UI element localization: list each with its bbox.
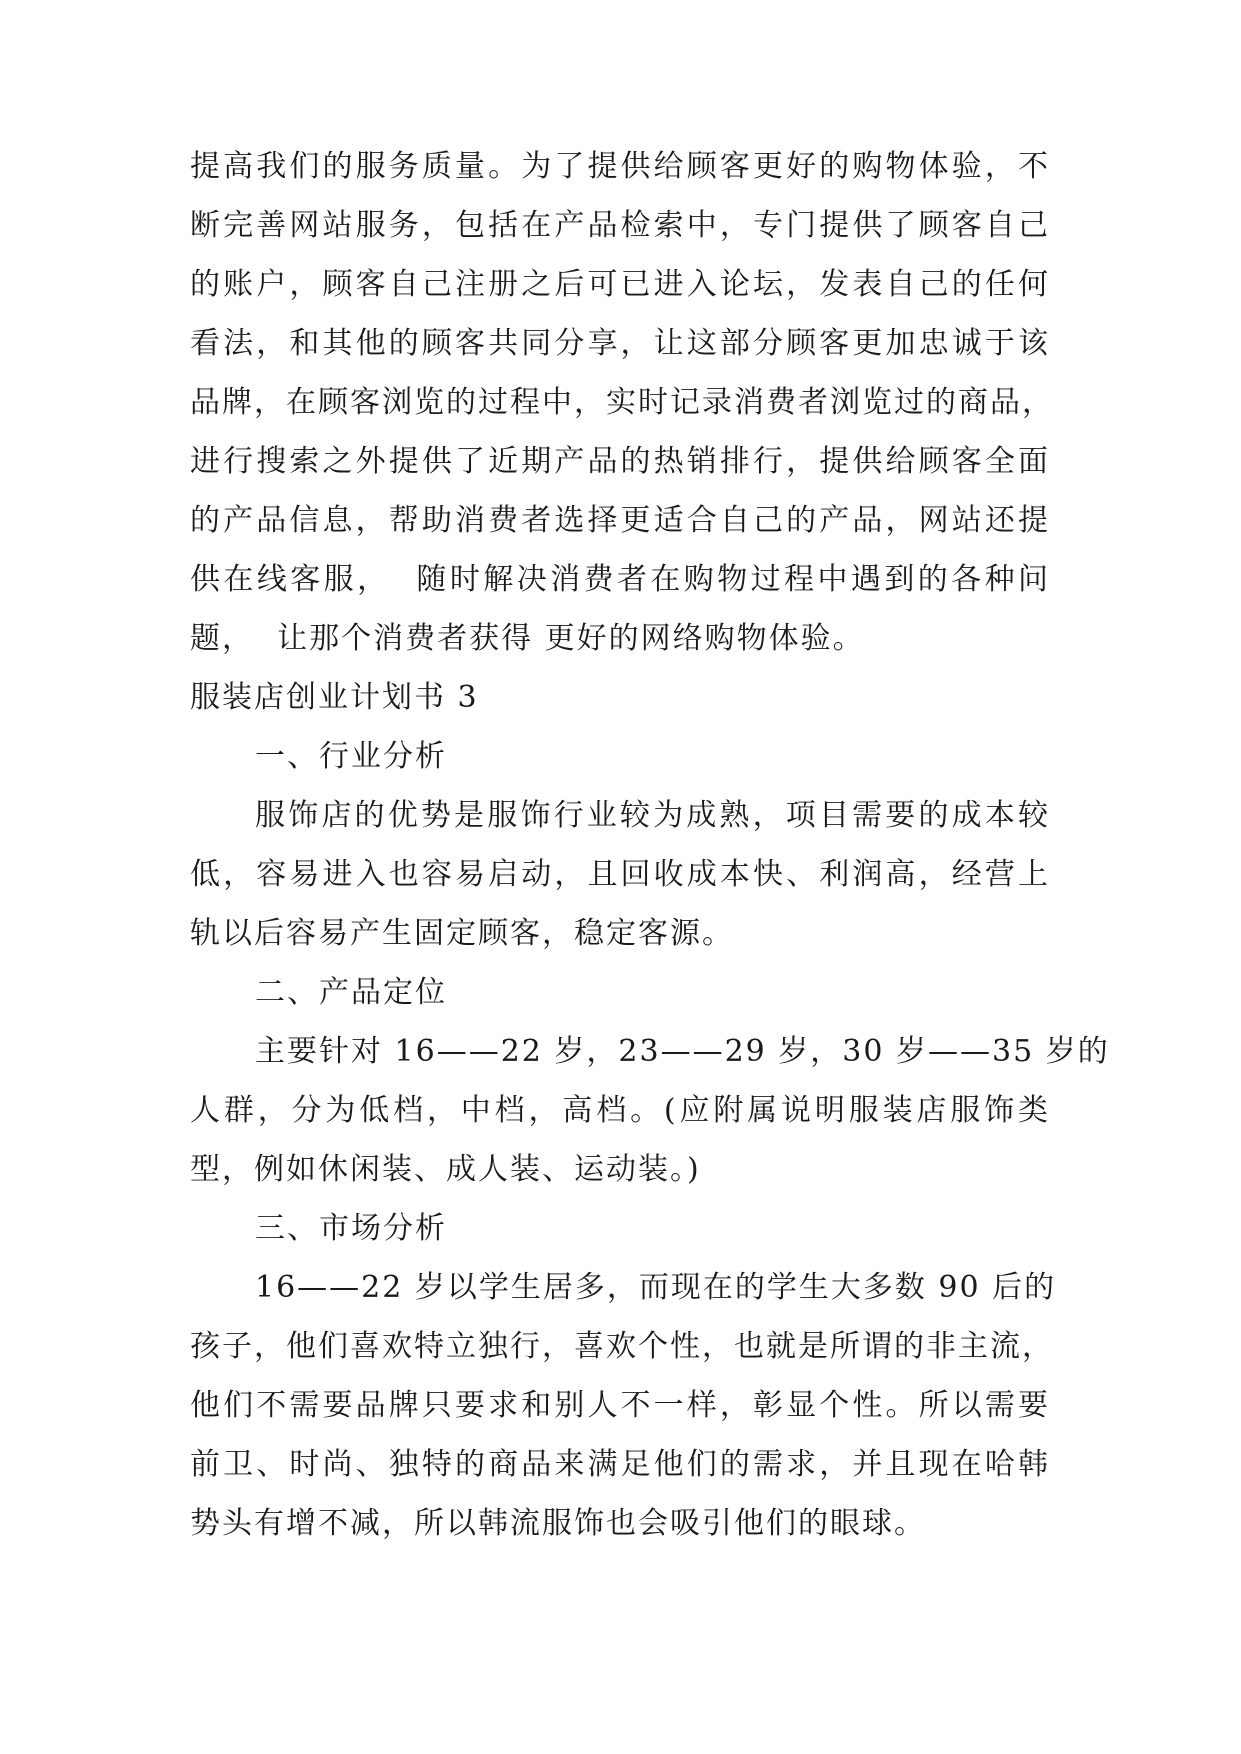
- paragraph-line: 低，容易进入也容易启动，且回收成本快、利润高，经营上: [190, 857, 1050, 892]
- section-heading: 一、行业分析: [255, 739, 447, 774]
- paragraph-line: 主要针对 16——22 岁，23——29 岁，30 岁——35 岁的: [255, 1034, 1110, 1069]
- paragraph-line: 看法，和其他的顾客共同分享，让这部分顾客更加忠诚于该: [190, 326, 1050, 361]
- section-heading: 三、市场分析: [255, 1211, 447, 1246]
- section-heading: 二、产品定位: [255, 975, 447, 1010]
- paragraph-line: 16——22 岁以学生居多，而现在的学生大多数 90 后的: [255, 1270, 1057, 1305]
- paragraph-line: 他们不需要品牌只要求和别人不一样，彰显个性。所以需要: [190, 1388, 1050, 1423]
- paragraph-line: 轨以后容易产生固定顾客，稳定客源。: [190, 916, 734, 951]
- paragraph-line: 断完善网站服务，包括在产品检索中，专门提供了顾客自己: [190, 208, 1050, 243]
- paragraph-line: 进行搜索之外提供了近期产品的热销排行，提供给顾客全面: [190, 444, 1050, 479]
- paragraph-line: 前卫、时尚、独特的商品来满足他们的需求，并且现在哈韩: [190, 1447, 1050, 1482]
- paragraph-line: 品牌，在顾客浏览的过程中，实时记录消费者浏览过的商品，: [190, 385, 1054, 420]
- paragraph-line: 提高我们的服务质量。为了提供给顾客更好的购物体验，不: [190, 149, 1050, 184]
- paragraph-line: 孩子，他们喜欢特立独行，喜欢个性，也就是所谓的非主流，: [190, 1329, 1054, 1364]
- paragraph-line: 人群，分为低档，中档，高档。(应附属说明服装店服饰类: [190, 1093, 1050, 1128]
- paragraph-line: 服饰店的优势是服饰行业较为成熟，项目需要的成本较: [255, 798, 1050, 833]
- paragraph-line: 的产品信息，帮助消费者选择更适合自己的产品，网站还提: [190, 503, 1050, 538]
- paragraph-line: 势头有增不减，所以韩流服饰也会吸引他们的眼球。: [190, 1506, 926, 1541]
- paragraph-line: 的账户，顾客自己注册之后可已进入论坛，发表自己的任何: [190, 267, 1050, 302]
- paragraph-line: 型，例如休闲装、成人装、运动装。): [190, 1152, 701, 1187]
- paragraph-line: 题， 让那个消费者获得 更好的网络购物体验。: [190, 621, 865, 656]
- paragraph-line: 供在线客服， 随时解决消费者在购物过程中遇到的各种问: [190, 562, 1050, 597]
- section-title: 服装店创业计划书 3: [190, 680, 479, 715]
